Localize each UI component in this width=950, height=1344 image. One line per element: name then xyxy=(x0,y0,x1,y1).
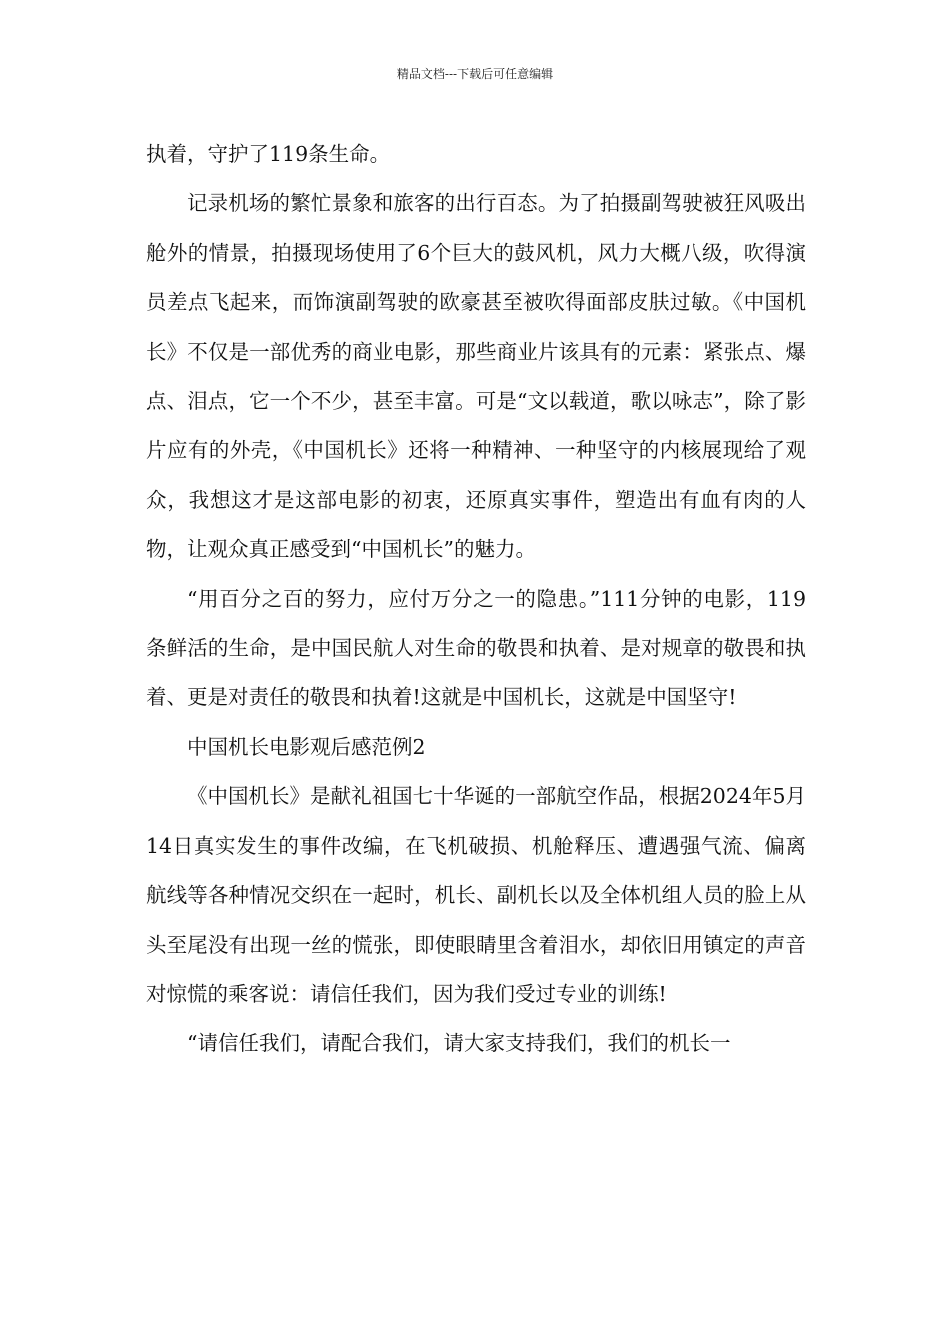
paragraph-filming-details: 记录机场的繁忙景象和旅客的出行百态。为了拍摄副驾驶被狂风吸出舱外的情景，拍摄现场使用了6个巨大的鼓风机，风力大概八级，吹得演员差点飞起来，而饰演副驾驶的欧豪甚至被吹得面部皮肤过敏。《中国机长》不仅是一部优秀的商业电影，那些商业片该具有的元素：紧张点、爆点、泪点，它一个不少，甚至丰富。可是“文以载道，歌以咏志”，除了影片应有的外壳，《中国机长》还将一种精神、一种坚守的内核展现给了观众，我想这才是这部电影的初衷，还原真实事件，塑造出有血有肉的人物，让观众真正感受到“中国机长”的魅力。 xyxy=(146,191,806,562)
paragraph-quote: “请信任我们，请配合我们，请大家支持我们，我们的机长一 xyxy=(187,1031,731,1056)
page-header: 精品文档---下载后可任意编辑 xyxy=(396,67,554,81)
section-heading: 中国机长电影观后感范例2 xyxy=(187,734,426,759)
paragraph-intro-example-2: 《中国机长》是献礼祖国七十华诞的一部航空作品，根据2024年5月14日真实发生的事件改编，在飞机破损、机舱释压、遭遇强气流、偏离航线等各种情况交织在一起时，机长、副机长以及全体机组人员的脸上从头至尾没有出现一丝的慌张，即使眼睛里含着泪水，却依旧用镇定的声音对惊慌的乘客说：请信任我们，因为我们受过专业的训练! xyxy=(146,784,806,1006)
document-body xyxy=(146,130,806,1069)
paragraph-continuation: 执着，守护了119条生命。 xyxy=(146,142,391,166)
paragraph-conclusion: “用百分之百的努力，应付万分之一的隐患。”111分钟的电影，119条鲜活的生命，是中国民航人对生命的敬畏和执着、是对规章的敬畏和执着、更是对责任的敬畏和执着!这就是中国机长，这就是中国坚守! xyxy=(146,586,806,710)
